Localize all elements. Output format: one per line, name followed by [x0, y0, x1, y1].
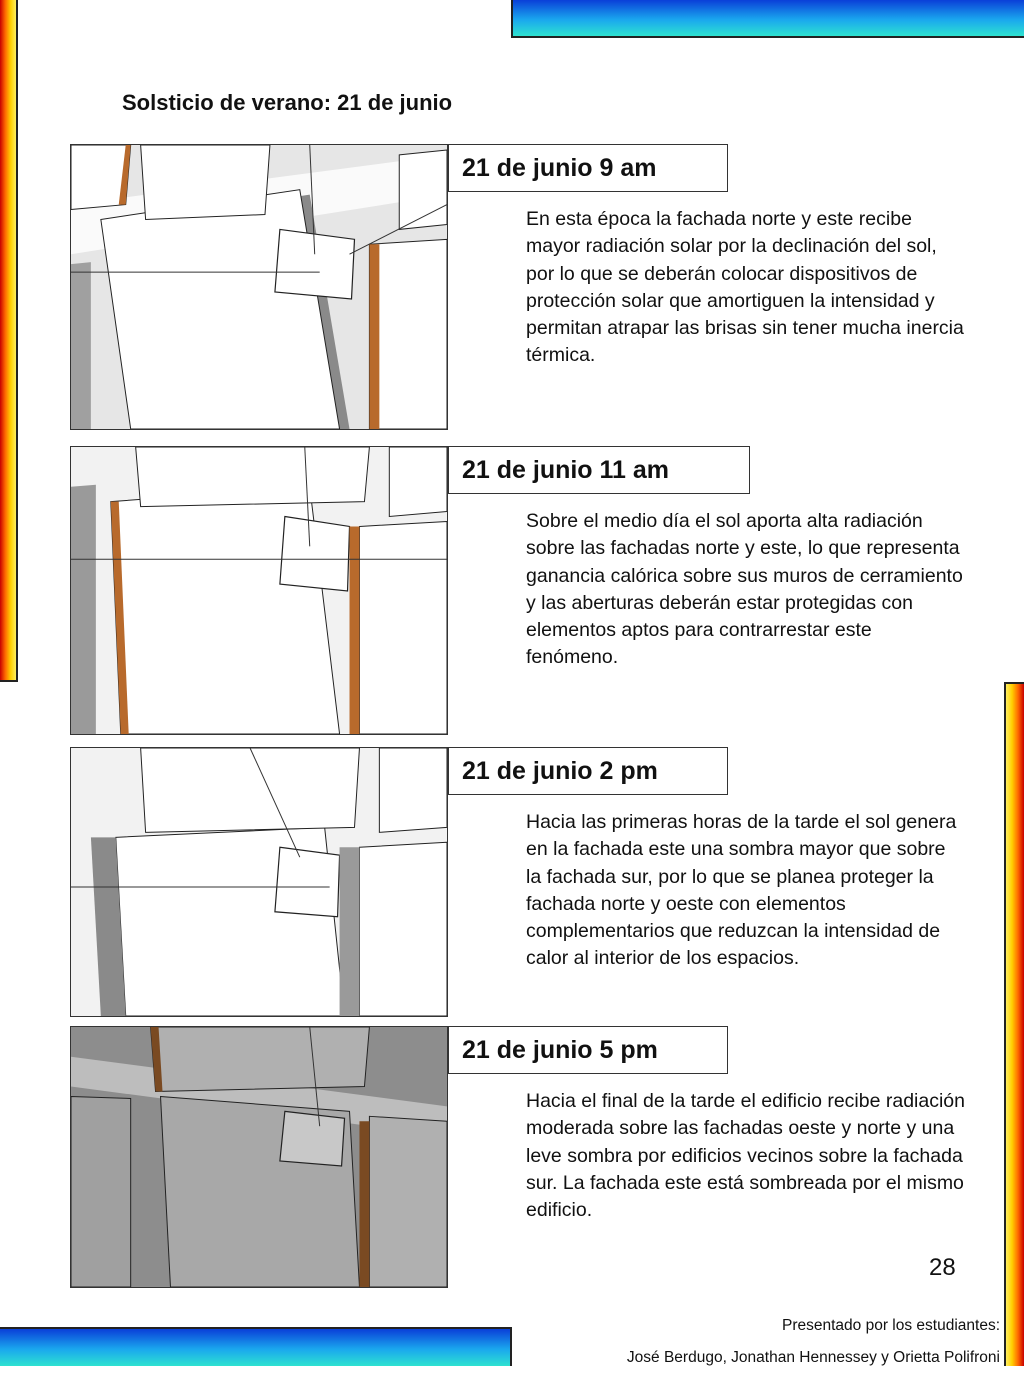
credits-heading: Presentado por los estudiantes: — [782, 1317, 1000, 1334]
credits-names: José Berdugo, Jonathan Hennessey y Orietta Polifroni — [626, 1349, 1000, 1366]
shadow-map-image — [70, 747, 448, 1017]
page-title: Solsticio de verano: 21 de junio — [122, 90, 453, 115]
shadow-map-image — [70, 144, 448, 430]
page-number: 28 — [929, 1254, 956, 1281]
description-text: En esta época la fachada norte y este recibe mayor radiación solar por la declinación del sol, por lo que se deberán colocar dispositivos de protección solar que amortiguen la intensidad y permitan atrapar las brisas sin tener mucha inercia térmica. — [526, 208, 964, 367]
bottom-gradient-bar — [0, 1327, 512, 1366]
time-label: 21 de junio 2 pm — [448, 747, 728, 795]
time-label: 21 de junio 11 am — [448, 446, 750, 494]
left-gradient-bar — [0, 0, 18, 682]
time-label: 21 de junio 9 am — [448, 144, 728, 192]
description-text: Hacia el final de la tarde el edificio recibe radiación moderada sobre las fachadas oeste y norte y una leve sombra por edificios vecinos sobre la fachada sur. La fachada este está sombreada por el mismo edificio. — [526, 1090, 965, 1222]
description-text: Hacia las primeras horas de la tarde el sol genera en la fachada este una sombra mayor que sobre la fachada sur, por lo que se planea proteger la fachada norte y oeste con elementos complementarios que reduzcan la intensidad de calor al interior de los espacios. — [526, 811, 957, 970]
description-text: Sobre el medio día el sol aporta alta radiación sobre las fachadas norte y este, lo que representa ganancia calórica sobre sus muros de cerramiento y las aberturas deberán estar protegidas con elementos aptos para contrarrestar este fenómeno. — [526, 510, 963, 669]
right-gradient-bar — [1004, 682, 1024, 1366]
shadow-map-image — [70, 446, 448, 735]
top-gradient-bar — [511, 0, 1024, 38]
credits — [627, 1310, 1000, 1374]
shadow-map-image — [70, 1026, 448, 1288]
time-label: 21 de junio 5 pm — [448, 1026, 728, 1074]
